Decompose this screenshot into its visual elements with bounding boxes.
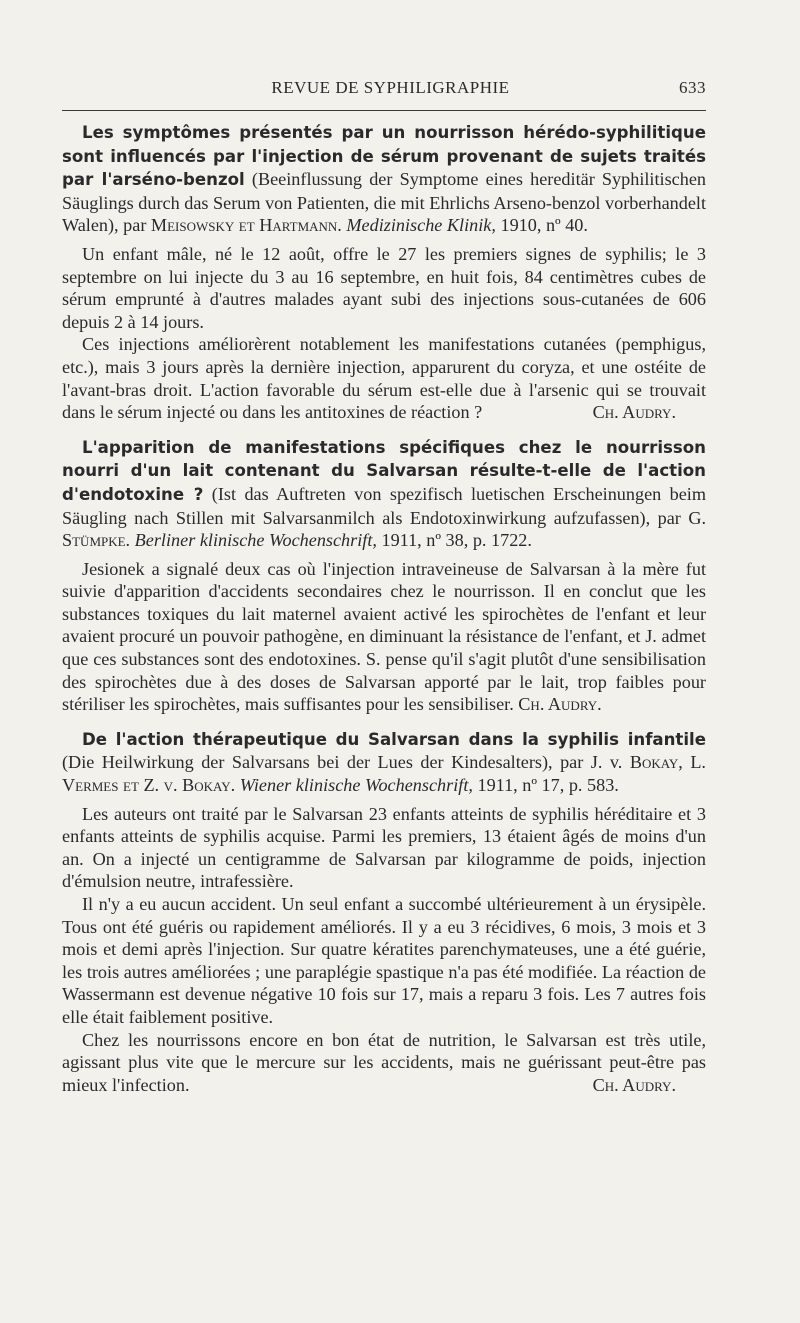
article-3-paragraph-3	[62, 1029, 706, 1097]
article-2-reference: 1911, nº 38, p. 1722.	[376, 530, 532, 551]
spacer	[62, 428, 706, 436]
article-3-journal: Wiener klinische Wochenschrift,	[235, 775, 473, 796]
article-2-signature: Ch. Audry.	[518, 694, 602, 715]
article-3-title: De l'action thérapeutique du Salvarsan dans la syphilis infantile	[82, 729, 706, 749]
article-1-journal: Medizinische Klinik,	[341, 215, 496, 236]
article-2-heading	[62, 436, 706, 552]
running-header	[62, 78, 706, 106]
article-1	[62, 121, 706, 424]
article-1-authors: Meisowsky et Hartmann.	[150, 215, 342, 236]
page-number: 633	[679, 78, 706, 97]
article-1-heading	[62, 121, 706, 237]
article-2-original-title: (Ist das Auftreten von spezifisch luetischen Erscheinungen beim Säugling nach Stillen mit Salvarsanmilch als Endotoxinwirkung aufzufassen), par G.	[62, 483, 707, 528]
article-2-paragraph-1-text: Jesionek a signalé deux cas où l'injection intraveineuse de Salvarsan à la mère fut suivie d'apparition d'accidents secondaires chez le nourrisson. Il en conclut que les substances toxiques du lait maternel avaient activé les spirochètes de l'enfant et leur avaient procuré un pouvoir pathogène, en diminuant la résistance de l'enfant, et J. admet que ces substances sont des endotoxines. S. pense qu'il s'agit plutôt d'une sensibilisation des spirochètes due à des doses de Salvarsan apporté par le lait, trop faibles pour stériliser les spirochètes, mais suffisantes pour les sensibiliser.	[62, 558, 706, 715]
article-1-paragraph-1: Un enfant mâle, né le 12 août, offre le 27 les premiers signes de syphilis; le 3 septembre on lui injecte du 3 au 16 septembre, en huit fois, 84 centimètres cubes de sérum emprunté à d'autres malades ayant subi des injections sous-cutanées de 606 depuis 2 à 14 jours.	[62, 243, 706, 332]
article-2-author: Stümpke.	[62, 530, 131, 551]
article-3-paragraph-1: Les auteurs ont traité par le Salvarsan 23 enfants atteints de syphilis héréditaire et 3 enfants atteints de syphilis acquise. Parmi les premiers, 13 étaient âgés de moins d'un an. On a injecté un centigramme de Salvarsan par kilogramme de poids, injection d'émulsion neutre, intrafessière.	[62, 803, 706, 892]
article-3-authors: Bokay, L. Vermes et Z. v. Bokay.	[62, 752, 706, 796]
article-1-original-title: (Beeinflussung der Symptome eines hereditär Syphilitischen Säuglings durch das Serum von Patienten, die mit Ehrlichs Arseno-benzol vorberhandelt Walen), par	[62, 169, 707, 236]
article-2-journal: Berliner klinische Wochenschrift,	[130, 530, 377, 551]
page	[62, 78, 706, 1100]
article-1-signature: Ch. Audry.	[592, 402, 676, 423]
article-2	[62, 436, 706, 716]
article-3-signature: Ch. Audry.	[592, 1074, 676, 1095]
article-1-reference: 1910, nº 40.	[495, 215, 588, 236]
article-3-paragraph-2: Il n'y a eu aucun accident. Un seul enfant a succombé ultérieurement à un érysipèle. Tous ont été guéris ou rapidement améliorés. Il y a eu 3 récidives, 6 mois, 3 mois et 3 mois et demi après l'injection. Sur quatre kératites parenchymateuses, une a été guérie, les trois autres améliorées ; une paraplégie spastique n'a pas été modifiée. La réaction de Wassermann est devenue négative 10 fois sur 17, mais a reparu 3 fois. Les 7 autres fois elle était faiblement positive.	[62, 894, 706, 1027]
article-2-paragraph-1	[62, 558, 706, 716]
spacer	[62, 720, 706, 728]
article-3-original-title: (Die Heilwirkung der Salvarsans bei der Lues der Kindesalters), par J. v.	[62, 752, 630, 773]
article-2-title: L'apparition de manifestations spécifiques chez le nourrisson nourri d'un lait contenant du Salvarsan résulte-t-elle de l'action d'endotoxine ?	[62, 437, 706, 504]
article-1-paragraph-2-text: Ces injections améliorèrent notablement les manifestations cutanées (pemphigus, etc.), mais 3 jours après la dernière injection, apparurent du coryza, et une ostéite de l'avant-bras droit. L'action favorable du sérum est-elle due à l'arsenic qui se trouvait dans le sérum injecté ou dans les antitoxines de réaction ?	[62, 334, 706, 423]
article-3-reference: 1911, nº 17, p. 583.	[472, 775, 619, 796]
article-1-title: Les symptômes présentés par un nourrisson hérédo-syphilitique sont influencés par l'injection de sérum provenant de sujets traités par l'arséno-benzol	[62, 123, 706, 190]
article-3-heading	[62, 728, 706, 797]
article-3	[62, 728, 706, 1097]
header-rule	[62, 110, 706, 111]
article-3-paragraph-3-text: Chez les nourrissons encore en bon état de nutrition, le Salvarsan est très utile, agissant plus vite que le mercure sur les accidents, mais ne guérissant peut-être pas mieux l'infection.	[62, 1029, 706, 1095]
article-1-paragraph-2	[62, 333, 706, 423]
journal-title: REVUE DE SYPHILIGRAPHIE	[271, 78, 510, 97]
